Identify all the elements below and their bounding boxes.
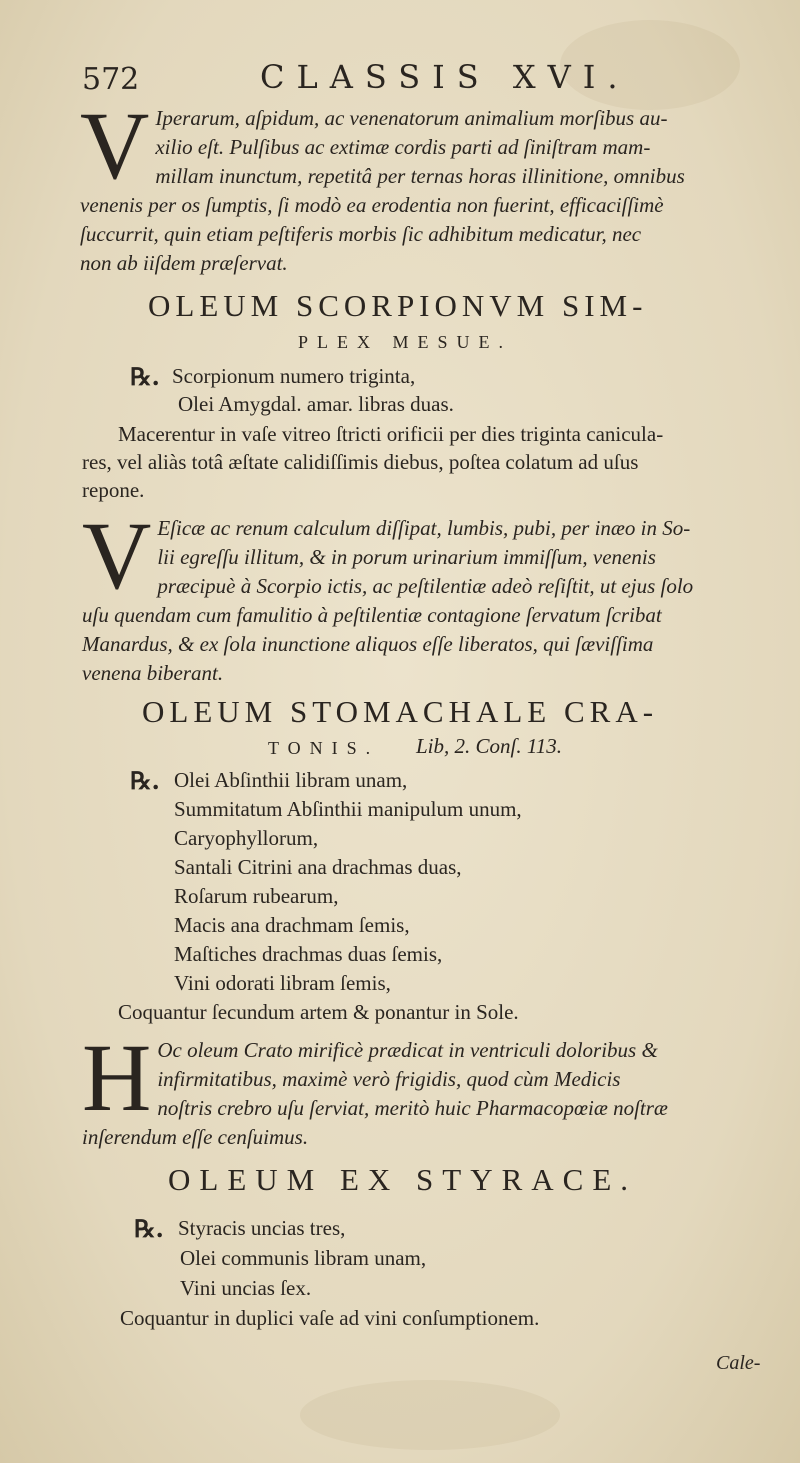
commentary-paragraph [82,1024,762,1152]
text-line: res, vel aliàs totâ æſtate calidiſſimis diebus, poſtea colatum ad uſus [82,450,639,474]
ingredient-line: Styracis uncias tres, [178,1216,346,1240]
text-line: Oc oleum Crato mirificè prædicat in ventriculi doloribus & [157,1038,658,1062]
text-line: non ab iiſdem præſervat. [80,251,288,275]
recipe-subtitle: TONIS. [268,738,380,758]
ingredient-line: Olei Amygdal. amar. libras duas. [178,392,454,416]
running-head: CLASSIS XVI. [260,58,630,96]
recipe-title: OLEUM SCORPIONVM SIM- [148,288,648,323]
recipe-method: Coquantur in duplici vaſe ad vini conſumptionem. [120,1306,540,1330]
recipe-title: OLEUM EX STYRACE. [168,1162,638,1197]
ingredient-line: Roſarum rubearum, [174,884,339,908]
recipe-method: Coquantur ſecundum artem & ponantur in Sole. [118,1000,519,1024]
rx-symbol: ℞. [130,362,160,391]
text-line: Eſicæ ac renum calculum diſſipat, lumbis, pubi, per inæo in So- [157,516,691,540]
commentary-paragraph [82,502,762,688]
page-header [82,58,722,98]
text-line: lii egreſſu illitum, & in porum urinarium immiſſum, venenis [157,545,656,569]
page-number: 572 [82,62,140,97]
ingredient-line: Vini uncias ſex. [180,1276,312,1300]
ingredient-line: Vini odorati libram ſemis, [174,971,391,995]
ingredient-line: Olei communis libram unam, [180,1246,427,1270]
text-line: millam inunctum, repetitâ per ternas horas illinitione, omnibus [155,164,685,188]
recipe-subtitle: PLEX MESUE. [298,332,513,352]
text-line: Macerentur in vaſe vitreo ſtricti orificii per dies triginta canicula- [118,422,664,446]
catchword: Cale- [716,1352,761,1374]
rx-symbol: ℞. [134,1214,164,1243]
dropcap: H [82,1024,152,1131]
recipe-method [82,420,762,504]
text-line: ſuccurrit, quin etiam peſtiferis morbis ſic adhibitum medicatur, nec [80,222,642,246]
ingredient-line: Santali Citrini ana drachmas duas, [174,855,462,879]
text-line: xilio eſt. Pulſibus ac extimæ cordis parti ad ſiniſtram mam- [155,135,651,159]
intro-paragraph [80,92,760,278]
text-line: repone. [82,478,145,502]
text-line: venenis per os ſumptis, ſi modò ea erodentia non fuerint, efficaciſſimè [80,193,664,217]
text-line: inſerendum eſſe cenſuimus. [82,1125,309,1149]
text-line: Manardus, & ex ſola inunctione aliquos eſſe liberatos, qui ſæviſſima [82,632,654,656]
dropcap: V [80,92,150,199]
text-line: præcipuè à Scorpio ictis, ac peſtilentiæ adeò reſiſtit, ut ejus ſolo [157,574,694,598]
text-line: Iperarum, aſpidum, ac venenatorum animalium morſibus au- [155,106,668,130]
text-line: uſu quendam cum famulitio à peſtilentiæ contagione ſervatum ſcribat [82,603,662,627]
ingredient-line: Scorpionum numero triginta, [172,364,416,388]
dropcap: V [82,502,152,609]
paper-stain [300,1380,560,1450]
text-line: noſtris crebro uſu ſerviat, meritò huic Pharmacopœiæ noſtræ [157,1096,668,1120]
text-line: venena biberant. [82,661,224,685]
text-line: infirmitatibus, maximè verò frigidis, quod cùm Medicis [157,1067,621,1091]
ingredient-line: Macis ana drachmam ſemis, [174,913,410,937]
ingredient-line: Olei Abſinthii libram unam, [174,768,408,792]
recipe-reference: Lib, 2. Conſ. 113. [416,734,563,758]
recipe-title: OLEUM STOMACHALE CRA- [142,694,659,729]
ingredient-line: Summitatum Abſinthii manipulum unum, [174,797,522,821]
ingredient-line: Caryophyllorum, [174,826,319,850]
rx-symbol: ℞. [130,766,160,795]
ingredient-line: Maſtiches drachmas duas ſemis, [174,942,443,966]
